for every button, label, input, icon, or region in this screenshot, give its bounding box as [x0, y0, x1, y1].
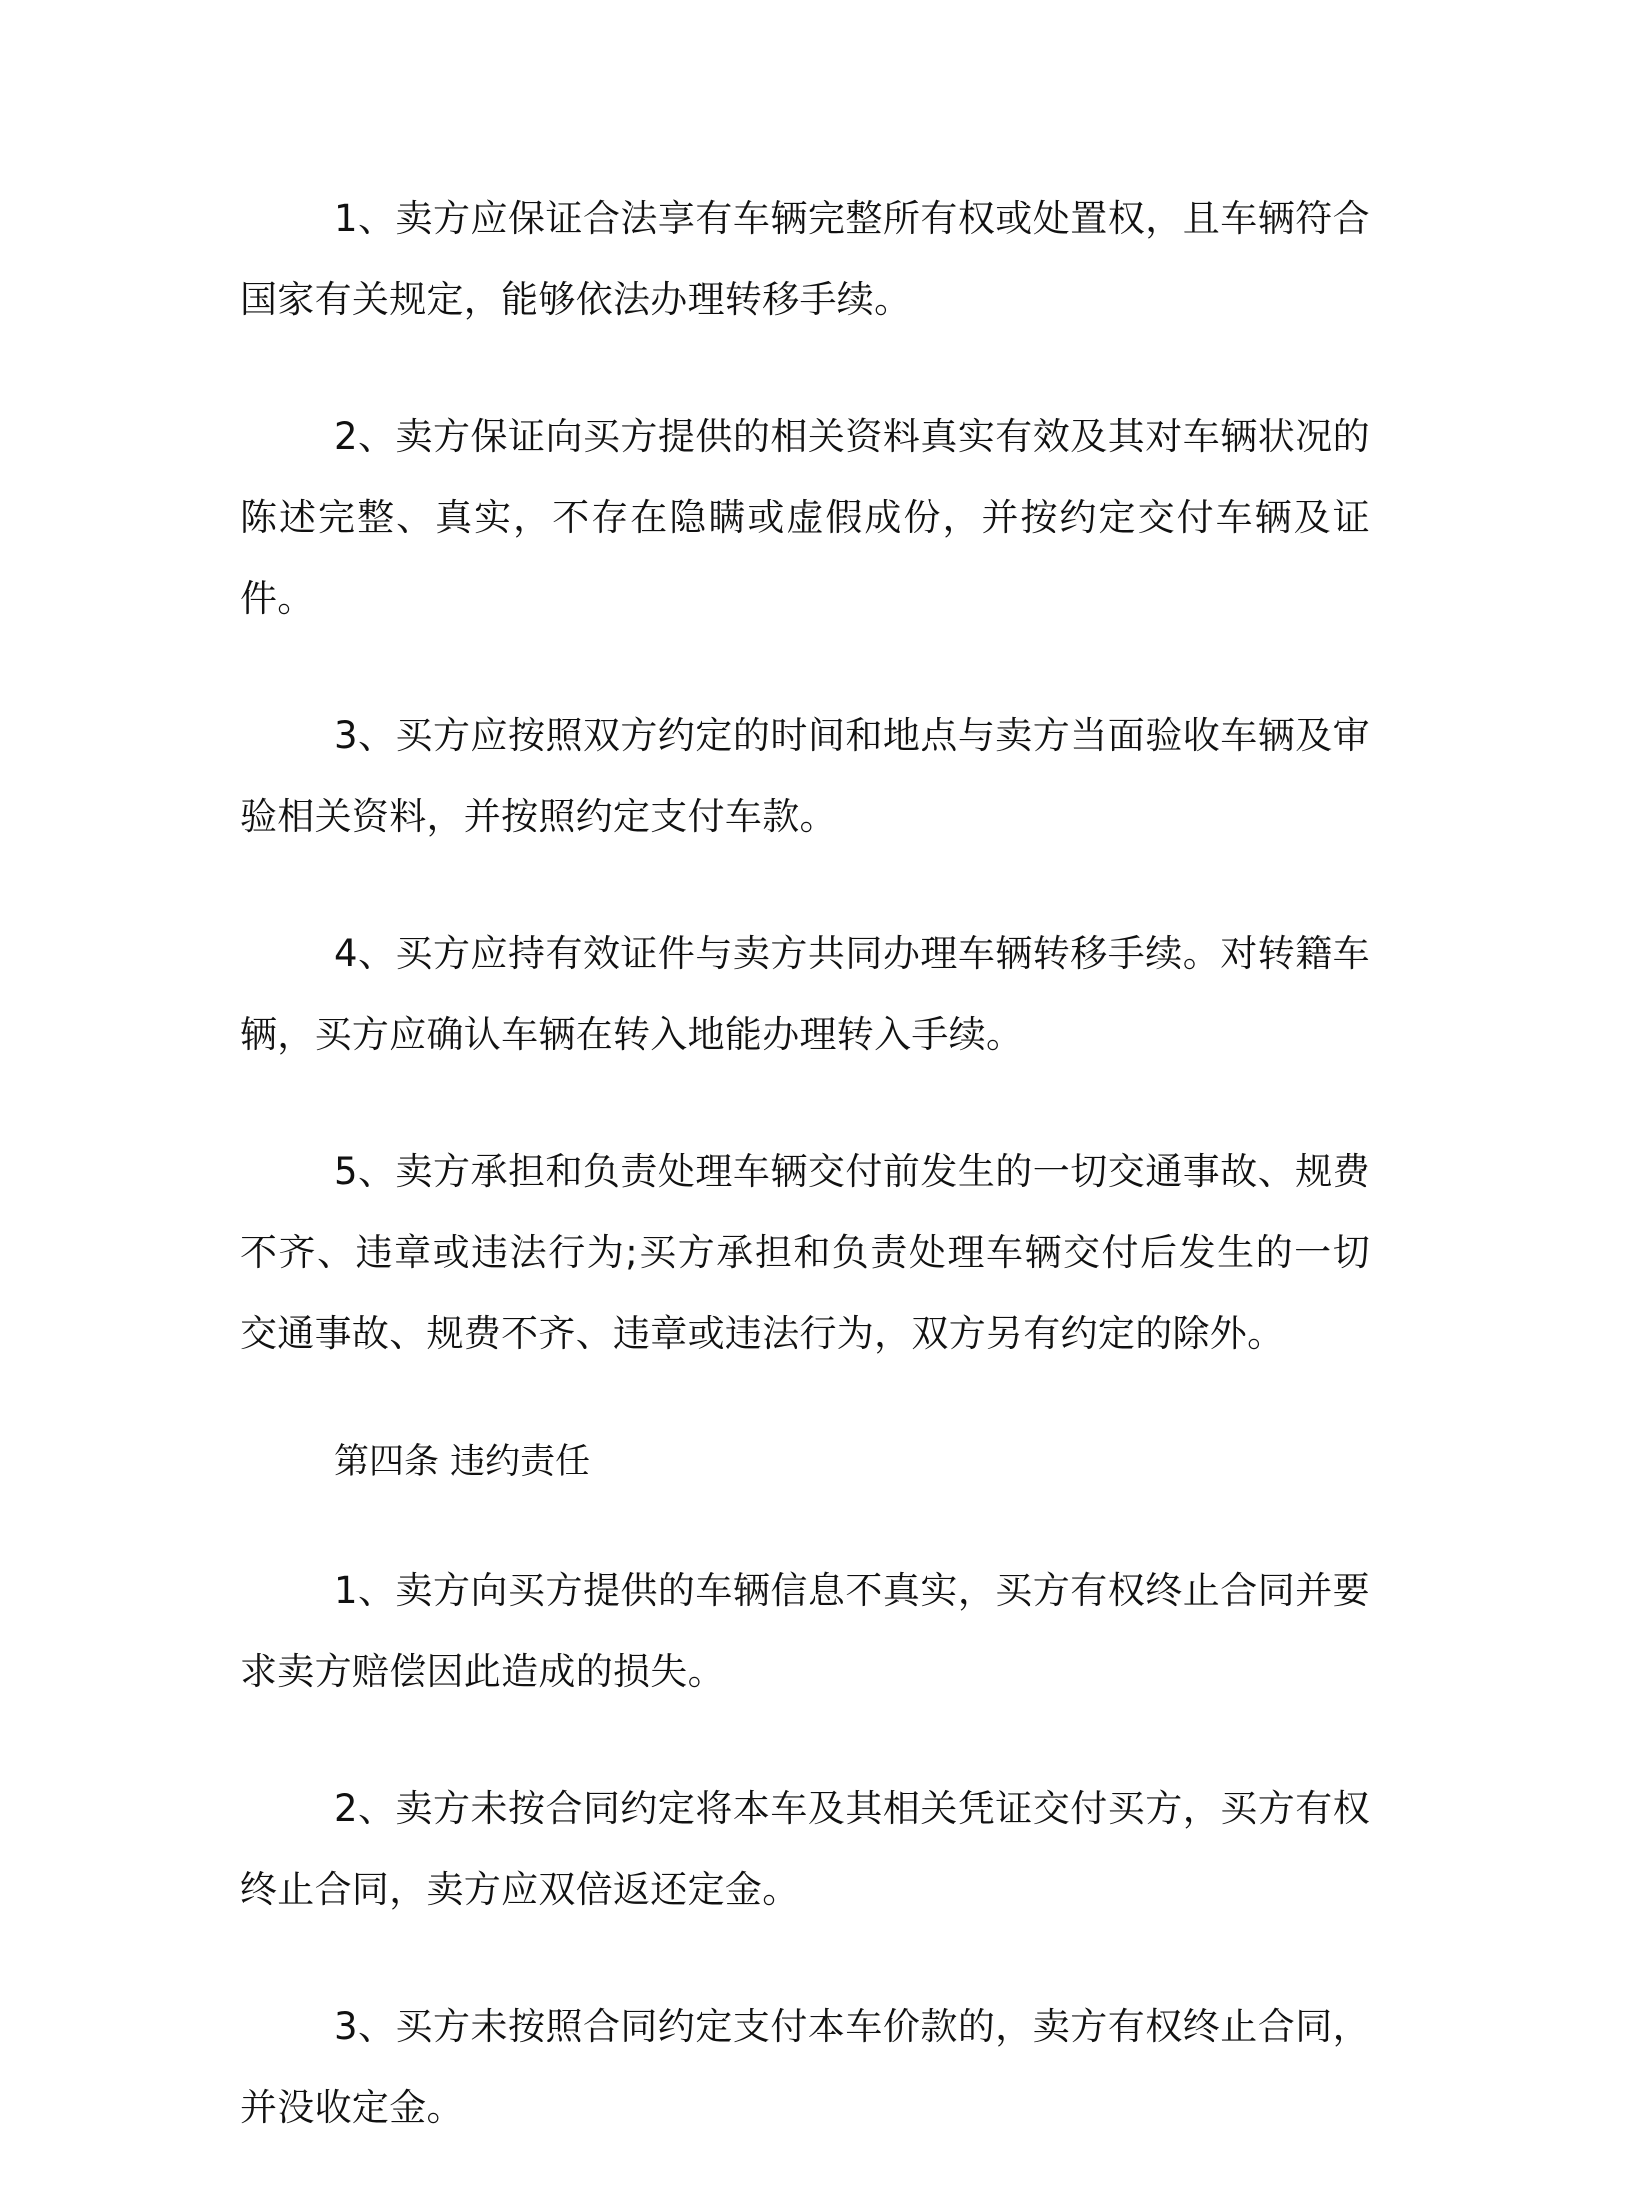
breach-paragraph-2: 2、卖方未按合同约定将本车及其相关凭证交付买方，买方有权终止合同，卖方应双倍返还定金。: [240, 1787, 1370, 1911]
document-body: [240, 178, 1370, 2204]
clause-paragraph-2: 2、卖方保证向买方提供的相关资料真实有效及其对车辆状况的陈述完整、真实，不存在隐瞒或虚假成份，并按约定交付车辆及证件。: [240, 415, 1370, 620]
clause-paragraph-1: 1、卖方应保证合法享有车辆完整所有权或处置权，且车辆符合国家有关规定，能够依法办理转移手续。: [240, 197, 1370, 321]
clause-paragraph-5: 5、卖方承担和负责处理车辆交付前发生的一切交通事故、规费不齐、违章或违法行为;买方承担和负责处理车辆交付后发生的一切交通事故、规费不齐、违章或违法行为，双方另有约定的除外。: [240, 1150, 1370, 1355]
clause-paragraph-4: 4、买方应持有效证件与卖方共同办理车辆转移手续。对转籍车辆，买方应确认车辆在转入地能办理转入手续。: [240, 932, 1370, 1056]
clause-paragraph-3: 3、买方应按照双方约定的时间和地点与卖方当面验收车辆及审验相关资料，并按照约定支付车款。: [240, 714, 1370, 838]
section-heading-breach-liability: 第四条 违约责任: [334, 1442, 591, 1482]
breach-paragraph-1: 1、卖方向买方提供的车辆信息不真实，买方有权终止合同并要求卖方赔偿因此造成的损失。: [240, 1569, 1370, 1693]
breach-paragraph-3: 3、买方未按照合同约定支付本车价款的，卖方有权终止合同，并没收定金。: [240, 2005, 1370, 2129]
